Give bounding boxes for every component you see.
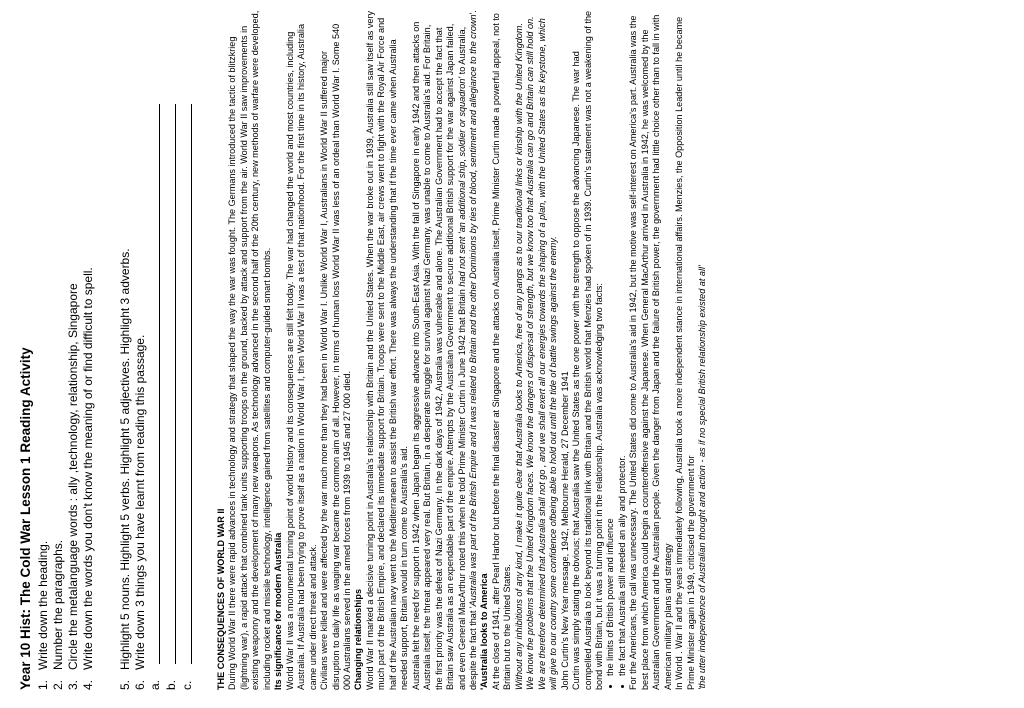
task-item [36, 267, 51, 690]
task-number: 6. [133, 679, 147, 690]
task-number: 2. [51, 679, 65, 690]
paragraph-9: In World . War II and the years immediately following, Australia took a more independent stance in international affairs. Menzies, the Opposition Leader until he became Prime Minister again in 1949, criticised the government for [674, 16, 696, 690]
menzies-quote: 'the utter independence of Australian thought and action - as if no special British relationship existed at all' [697, 265, 708, 690]
answer-blank[interactable] [148, 104, 160, 664]
answer-line-a[interactable] [148, 104, 164, 690]
paragraph-5 [411, 10, 480, 690]
task-text: Circle the metalanguage words : ally ,technology, relationship, Singapore [66, 283, 80, 670]
task-list-second [118, 104, 196, 690]
answer-letter: a. [148, 679, 162, 690]
subheading-relationships: Changing relationships [353, 588, 364, 690]
answer-line-b[interactable] [164, 104, 180, 690]
paragraph-5-mid: to Australia, despite the fact that ' [456, 26, 478, 690]
passage-heading: THE CONSEQUENCES OF WORLD WAR II [216, 508, 226, 690]
paragraph-8: For the Americans, the call was unnecessary. The United States did come to Australia's aid in 1942, but the motive was self-interest on America's part. Australia was the best place from which America could begin a counteroffensive against the Japanese. When General MacArthur arrived in Australia in 1942, he was welcomed by the Australian Government and the Australian people. Given the danger from Japan and the failure of British power, the government had little choice other than to fall in with American military plans and strategy [628, 14, 673, 690]
task-text: Number the paragraphs. [51, 539, 65, 670]
paragraph-1: During World War II there were rapid advances in technology and strategy that shaped the way the war was fought. The Germans introduced the tactic of blitzkrieg (lightning war), a rapid attack that combined tank units supporting troops on the ground, backed by attack and support from the air. World War II saw improvements in existing weaponry and the development of many new weapons. As technology advanced in the second half of the 20th century, new methods of warfare were developed, including rocket and missile technology, intelligence gained from satellites and computer-guided smart bombs. [227, 10, 272, 690]
paragraph-5-quote-b: Australia was part of the British Empire and it was related to Britain and the other Dominions by ties of blood, sentiment and allegiance to the crown [467, 14, 478, 607]
paragraph-3: Civilians were killed and were affected by the war much more than they had been in World War I. Unlike World War I, Australians in World War II suffered major disruption to daily life as waging war became the common aim of all. However, in terms of human loss World War II was less of an ordeal than World War I. Some 540 000 Australians served in the armed forces from 1939 to 1945 and 27 000 died. [319, 23, 352, 690]
task-item [133, 104, 148, 690]
task-item [118, 104, 133, 690]
task-text: Write down 3 things you have learnt from reading this passage. [133, 334, 147, 670]
curtin-quote: Without any inhibitions of any kind, I make it quite clear that Australia looks to America, free of any pangs as to our traditional links or kinship with the United Kingdom. We know the problems that the United Kingdom faces. We know the dangers of dispersal of strength, but we know too that Australia can go and Britain can still hold on. We are therefore determined that Australia shall not go , and we shall exert all our energies towards the shaping of a plan, with the United States as its keystone, which will give to our country some confidence ofbeing able to hold out until the tide of battle swings against the enemy. [513, 16, 559, 690]
paragraph-6: At the close of 1941, after Pearl Harbor but before the final disaster at Singapore and the attacks on Australia itself, Prime Minister Curtin made a powerful appeal, not to Britain but to the United States. [490, 13, 513, 690]
task-number: 3. [66, 679, 80, 690]
task-text: Write down the words you don't know the meaning of or find difficult to spell. [81, 267, 95, 670]
subheading-america: 'Australia looks to America [479, 573, 490, 690]
reading-passage [216, 10, 708, 690]
subheading-significance: Its significance for modern Australia [273, 532, 284, 690]
paragraph-2: World War II was a monumental turning point of world history and its consequences are still felt today. The war had changed the world and most countries, including Australia. If Australia had been trying to prove itself as a nation in World War I, then World War II was a test of that nationhood. For the first time in its history, Australia came under direct threat and attack. [284, 24, 318, 690]
task-item [81, 267, 96, 690]
task-list-first [36, 267, 96, 690]
task-item [66, 267, 81, 690]
quote-citation: John Curtin's New Year message, 1942, Melbourne Herald, 27 December 1941 [559, 371, 570, 690]
answer-blank[interactable] [164, 104, 176, 664]
answer-line-c[interactable] [180, 104, 196, 690]
paragraph-5-text: Australia felt the need for support in 1942 when Japan began its aggressive advance into South-East Asia. With the fall of Singapore in early 1942 and then attacks on Australia itself, the threat appeared very real. But Britain, in a desperate struggle for survival against Nazi Germany, was unable to come to Australia's aid. For Britain, the first priority was the defeat of Nazi Germany. In the dark days of 1942, Australia was vulnerable and alone. The Australian Government had to accept the fact that Britain saw Australia as an expendable part of the empire. Attempts by the Australian Government to secure additional British support for the war against Japan failed, and even General MacArthur noted this when he told Prime Minister Curtin in June 1942 that Britain [410, 21, 467, 690]
task-item [51, 267, 66, 690]
task-text: Write down the heading. [36, 540, 50, 670]
paragraph-4: World War II marked a decisive turning point in Australia's relationship with Britain and the United States. When the war broke out in 1939, Australia still saw itself as very much part of the British Empire, and declared its immediate support for Britain. Troops were sent to the Middle East, air crews went to fight with the Royal Air Force and half of the Australian navy went to the Mediterranean to assist the British war effort. There was always the understanding that if the time ever came when Australia needed support, Britain would in turn come to Australia's aid. [364, 10, 410, 690]
task-text: Highlight 5 nouns. Highlight 5 verbs. Highlight 5 adjectives. Highlight 3 adverbs. [118, 248, 132, 670]
paragraph-5-quote-a: had not sent 'an additional ship, soldier or squadron' [456, 76, 467, 287]
fact-item: • the fact that Australia still needed an ally and protector. [617, 10, 628, 676]
answer-letter: b. [164, 679, 178, 690]
answer-letter: c. [180, 680, 194, 690]
facts-list [605, 10, 628, 690]
task-number: 5. [118, 679, 132, 690]
paragraph-7: Curtin was simply stating the obvious; that Australia saw the United States as the one power with the strength to oppose the advancing Japanese. The war had compelled Australia to look beyond its traditional link with Britain and the British world that Menzies had spoken of in 1939. Curtin's statement was not a weakening of the bond with Britain, but it was a turning point in the relationship. Australia was acknowledging two facts: [571, 10, 604, 690]
paragraph-5-end: '. [467, 10, 478, 15]
answer-blank[interactable] [180, 104, 192, 664]
task-number: 4. [81, 679, 95, 690]
fact-item: • the limits of British power and influence [605, 10, 616, 676]
task-number: 1. [36, 679, 50, 690]
worksheet-title: Year 10 Hist: The Cold War Lesson 1 Reading Activity [18, 347, 33, 690]
